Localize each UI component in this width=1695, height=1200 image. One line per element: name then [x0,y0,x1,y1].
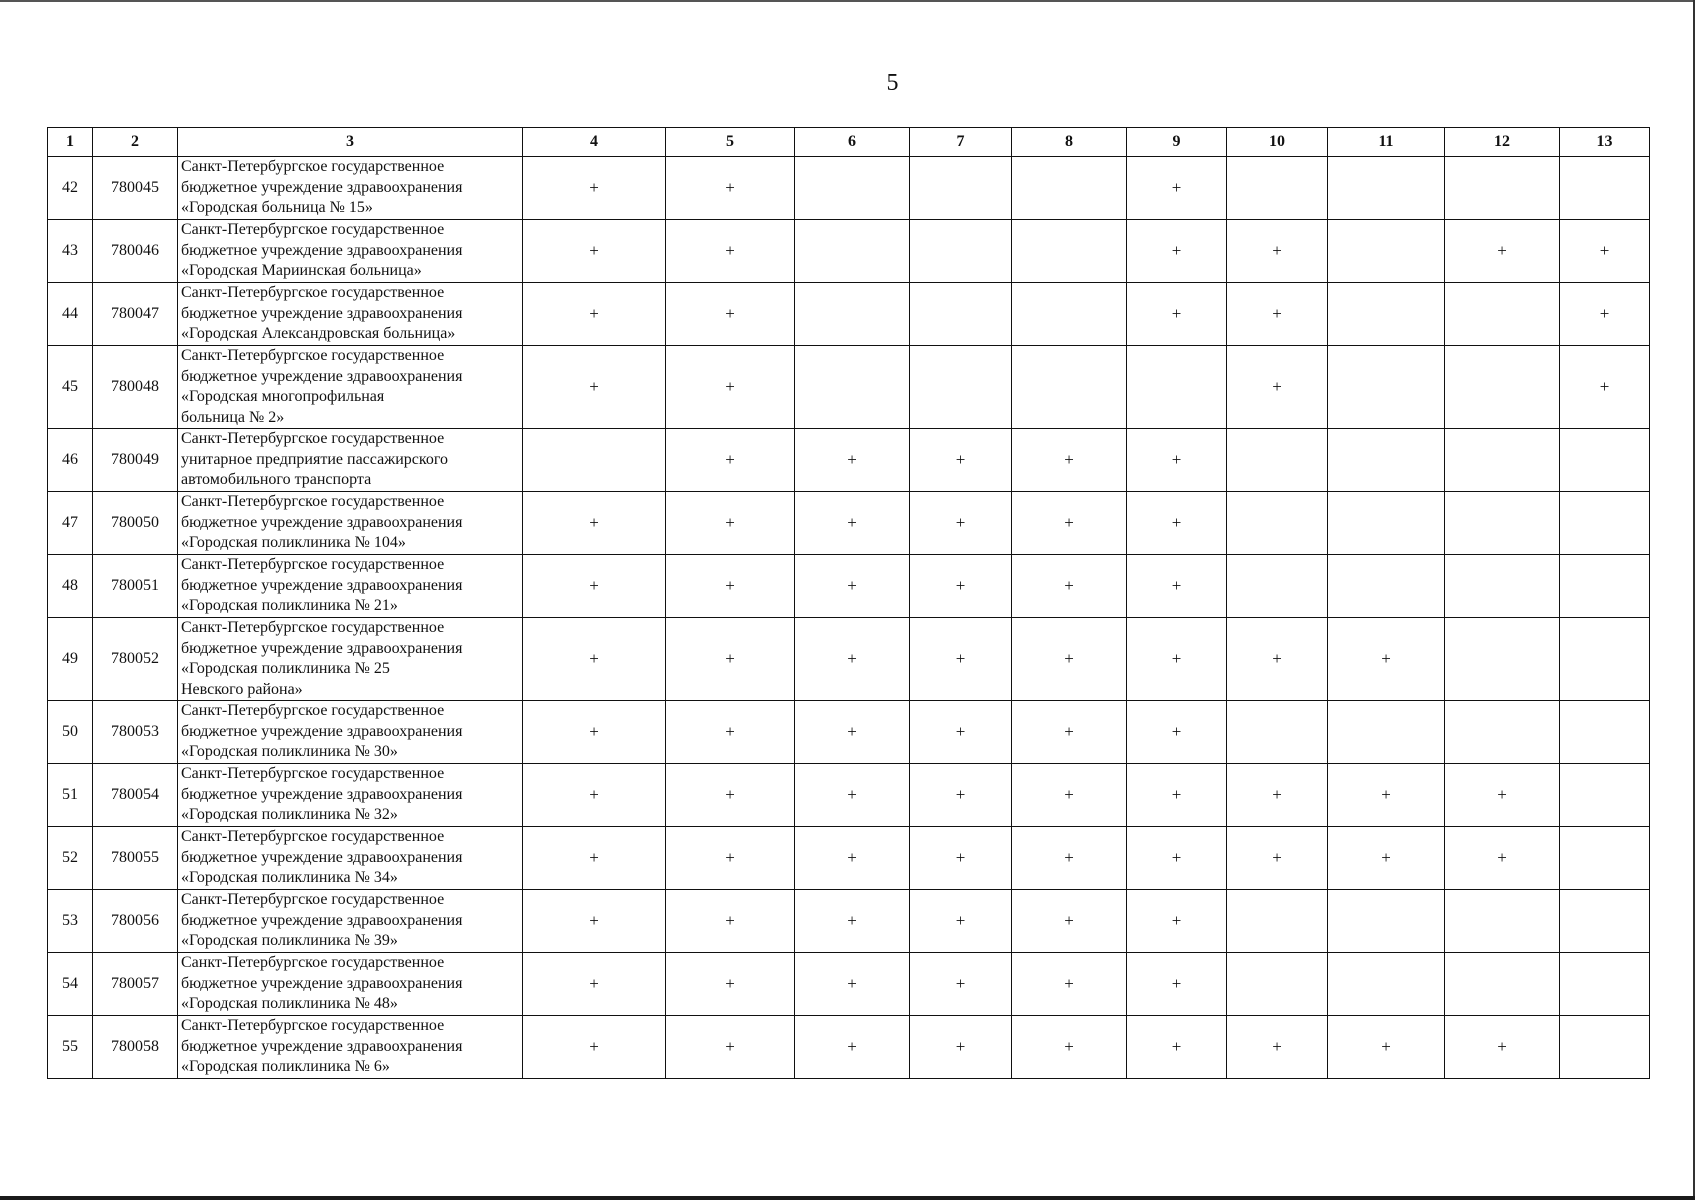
mark-cell-col-8 [1012,157,1127,220]
table-row [48,953,1650,1016]
column-header-2: 2 [93,128,178,157]
mark-cell-col-6: + [795,492,910,555]
organization-name-line: бюджетное учреждение здравоохранения [181,722,463,740]
organization-name-line: «Городская Мариинская больница» [181,262,422,280]
organization-name-line: «Городская поликлиника № 21» [181,597,398,615]
table-row [48,429,1650,492]
organization-name-line: бюджетное учреждение здравоохранения [181,1037,463,1055]
mark-cell-col-12: + [1445,764,1560,827]
organization-name-line: «Городская поликлиника № 104» [181,534,406,552]
mark-cell-col-8: + [1012,1016,1127,1079]
mark-cell-col-7: + [910,953,1012,1016]
mark-cell-col-12: + [1445,220,1560,283]
column-header-5: 5 [666,128,795,157]
mark-cell-col-7: + [910,1016,1012,1079]
mark-cell-col-5: + [666,764,795,827]
organization-name [178,953,523,1016]
mark-cell-col-8: + [1012,827,1127,890]
mark-cell-col-6: + [795,555,910,618]
mark-cell-col-8: + [1012,555,1127,618]
organization-name-line: бюджетное учреждение здравоохранения [181,513,463,531]
row-number: 48 [48,555,93,618]
mark-cell-col-13 [1560,890,1650,953]
mark-cell-col-5: + [666,157,795,220]
mark-cell-col-10 [1227,157,1328,220]
mark-cell-col-9: + [1127,890,1227,953]
table-row [48,618,1650,701]
organization-code: 780058 [93,1016,178,1079]
mark-cell-col-6: + [795,953,910,1016]
mark-cell-col-10 [1227,953,1328,1016]
organization-name-line: «Городская поликлиника № 48» [181,995,398,1013]
mark-cell-col-12 [1445,890,1560,953]
organization-name-line: Санкт-Петербургское государственное [181,1017,445,1035]
row-number: 42 [48,157,93,220]
mark-cell-col-8 [1012,220,1127,283]
organization-name-line: Санкт-Петербургское государственное [181,347,445,364]
organization-name-line: бюджетное учреждение здравоохранения [181,304,463,322]
organization-name-line: бюджетное учреждение здравоохранения [181,178,463,196]
organization-name-line: Санкт-Петербургское государственное [181,556,445,574]
mark-cell-col-5: + [666,429,795,492]
organization-name [178,429,523,492]
mark-cell-col-7 [910,346,1012,429]
mark-cell-col-11: + [1328,764,1445,827]
table-row [48,764,1650,827]
mark-cell-col-6: + [795,701,910,764]
organization-name [178,157,523,220]
mark-cell-col-10: + [1227,346,1328,429]
mark-cell-col-6: + [795,1016,910,1079]
organization-name [178,220,523,283]
column-header-12: 12 [1445,128,1560,157]
mark-cell-col-10: + [1227,618,1328,701]
row-number: 51 [48,764,93,827]
mark-cell-col-7 [910,157,1012,220]
mark-cell-col-4: + [523,764,666,827]
mark-cell-col-7 [910,220,1012,283]
mark-cell-col-6 [795,283,910,346]
organization-name-line: Санкт-Петербургское государственное [181,221,445,239]
organization-name-line: Санкт-Петербургское государственное [181,891,445,909]
organization-code: 780045 [93,157,178,220]
column-header-7: 7 [910,128,1012,157]
organization-name [178,827,523,890]
mark-cell-col-10: + [1227,283,1328,346]
organization-name-line: бюджетное учреждение здравоохранения [181,241,463,259]
mark-cell-col-9: + [1127,555,1227,618]
organization-name-line: унитарное предприятие пассажирского [181,450,449,468]
column-header-3: 3 [178,128,523,157]
mark-cell-col-8: + [1012,429,1127,492]
mark-cell-col-5: + [666,220,795,283]
mark-cell-col-9 [1127,346,1227,429]
mark-cell-col-8 [1012,346,1127,429]
mark-cell-col-13: + [1560,283,1650,346]
mark-cell-col-10: + [1227,1016,1328,1079]
organization-name [178,764,523,827]
organization-code: 780051 [93,555,178,618]
mark-cell-col-5: + [666,492,795,555]
mark-cell-col-11 [1328,157,1445,220]
table-body [48,157,1650,1079]
table-row [48,1016,1650,1079]
mark-cell-col-13 [1560,492,1650,555]
mark-cell-col-12: + [1445,827,1560,890]
mark-cell-col-7: + [910,764,1012,827]
mark-cell-col-5: + [666,890,795,953]
organization-name [178,1016,523,1079]
mark-cell-col-4: + [523,953,666,1016]
organization-name-line: Санкт-Петербургское государственное [181,493,445,511]
row-number: 43 [48,220,93,283]
mark-cell-col-6 [795,220,910,283]
mark-cell-col-13 [1560,1016,1650,1079]
page-border-bottom [0,1196,1695,1200]
organization-code: 780055 [93,827,178,890]
row-number: 46 [48,429,93,492]
organization-name-line: Санкт-Петербургское государственное [181,158,445,176]
mark-cell-col-4: + [523,827,666,890]
organization-name-line: «Городская поликлиника № 34» [181,869,398,887]
mark-cell-col-4: + [523,346,666,429]
mark-cell-col-11: + [1328,618,1445,701]
organization-name [178,701,523,764]
organization-name-line: бюджетное учреждение здравоохранения [181,974,463,992]
organization-name-line: «Городская поликлиника № 6» [181,1058,390,1076]
mark-cell-col-13 [1560,157,1650,220]
organization-code: 780056 [93,890,178,953]
mark-cell-col-5: + [666,346,795,429]
mark-cell-col-11 [1328,346,1445,429]
mark-cell-col-6: + [795,618,910,701]
table-row [48,283,1650,346]
mark-cell-col-13 [1560,764,1650,827]
organization-name-line: Санкт-Петербургское государственное [181,430,445,448]
mark-cell-col-4 [523,429,666,492]
mark-cell-col-9: + [1127,827,1227,890]
mark-cell-col-9: + [1127,157,1227,220]
organization-code: 780047 [93,283,178,346]
mark-cell-col-12 [1445,555,1560,618]
table-row [48,701,1650,764]
mark-cell-col-4: + [523,890,666,953]
mark-cell-col-10 [1227,555,1328,618]
mark-cell-col-6: + [795,764,910,827]
organization-name-line: Санкт-Петербургское государственное [181,828,445,846]
column-header-10: 10 [1227,128,1328,157]
table-row [48,346,1650,429]
column-header-1: 1 [48,128,93,157]
row-number: 50 [48,701,93,764]
mark-cell-col-12 [1445,701,1560,764]
column-header-4: 4 [523,128,666,157]
column-header-8: 8 [1012,128,1127,157]
column-header-6: 6 [795,128,910,157]
mark-cell-col-10 [1227,890,1328,953]
mark-cell-col-10 [1227,701,1328,764]
mark-cell-col-4: + [523,283,666,346]
mark-cell-col-12 [1445,429,1560,492]
mark-cell-col-10: + [1227,764,1328,827]
mark-cell-col-13 [1560,618,1650,701]
organization-name-line: больница № 2» [181,408,285,426]
mark-cell-col-11 [1328,953,1445,1016]
mark-cell-col-11 [1328,890,1445,953]
mark-cell-col-11 [1328,701,1445,764]
mark-cell-col-8 [1012,283,1127,346]
organization-name-line: «Городская поликлиника № 30» [181,743,398,761]
table-row [48,157,1650,220]
organization-name [178,283,523,346]
mark-cell-col-10: + [1227,220,1328,283]
mark-cell-col-6 [795,157,910,220]
mark-cell-col-12: + [1445,1016,1560,1079]
row-number: 47 [48,492,93,555]
mark-cell-col-8: + [1012,618,1127,701]
mark-cell-col-4: + [523,1016,666,1079]
organization-code: 780057 [93,953,178,1016]
organization-code: 780048 [93,346,178,429]
mark-cell-col-12 [1445,157,1560,220]
row-number: 45 [48,346,93,429]
organization-name-line: «Городская поликлиника № 25 [181,660,390,677]
mark-cell-col-9: + [1127,492,1227,555]
mark-cell-col-11 [1328,555,1445,618]
mark-cell-col-10: + [1227,827,1328,890]
column-header-11: 11 [1328,128,1445,157]
mark-cell-col-11: + [1328,1016,1445,1079]
organization-name-line: бюджетное учреждение здравоохранения [181,785,463,803]
organization-code: 780053 [93,701,178,764]
mark-cell-col-5: + [666,555,795,618]
organization-name-line: бюджетное учреждение здравоохранения [181,367,463,385]
table-header-row [48,128,1650,157]
mark-cell-col-12 [1445,283,1560,346]
mark-cell-col-6: + [795,827,910,890]
mark-cell-col-5: + [666,283,795,346]
mark-cell-col-6 [795,346,910,429]
mark-cell-col-12 [1445,346,1560,429]
mark-cell-col-13 [1560,953,1650,1016]
mark-cell-col-6: + [795,890,910,953]
mark-cell-col-12 [1445,618,1560,701]
organization-name-line: Санкт-Петербургское государственное [181,702,445,720]
mark-cell-col-4: + [523,701,666,764]
mark-cell-col-7: + [910,429,1012,492]
mark-cell-col-10 [1227,429,1328,492]
page-border-top [0,0,1695,2]
organization-name [178,492,523,555]
organization-code: 780054 [93,764,178,827]
mark-cell-col-13 [1560,429,1650,492]
mark-cell-col-9: + [1127,220,1227,283]
organization-name-line: Санкт-Петербургское государственное [181,619,445,636]
mark-cell-col-8: + [1012,764,1127,827]
mark-cell-col-7: + [910,555,1012,618]
mark-cell-col-11 [1328,283,1445,346]
organization-name-line: Санкт-Петербургское государственное [181,765,445,783]
mark-cell-col-13: + [1560,220,1650,283]
mark-cell-col-11 [1328,220,1445,283]
mark-cell-col-6: + [795,429,910,492]
organization-name-line: бюджетное учреждение здравоохранения [181,576,463,594]
mark-cell-col-13: + [1560,346,1650,429]
mark-cell-col-5: + [666,827,795,890]
organization-name-line: «Городская многопрофильная [181,388,385,405]
mark-cell-col-4: + [523,492,666,555]
mark-cell-col-5: + [666,701,795,764]
organization-code: 780052 [93,618,178,701]
mark-cell-col-13 [1560,827,1650,890]
row-number: 49 [48,618,93,701]
mark-cell-col-5: + [666,953,795,1016]
organization-name-line: «Городская Александровская больница» [181,325,456,343]
row-number: 53 [48,890,93,953]
column-header-13: 13 [1560,128,1650,157]
mark-cell-col-9: + [1127,701,1227,764]
mark-cell-col-4: + [523,618,666,701]
organization-name [178,890,523,953]
mark-cell-col-13 [1560,701,1650,764]
organization-name-line: «Городская больница № 15» [181,199,373,217]
mark-cell-col-9: + [1127,283,1227,346]
mark-cell-col-4: + [523,555,666,618]
mark-cell-col-12 [1445,953,1560,1016]
table-row [48,890,1650,953]
organization-name [178,555,523,618]
mark-cell-col-11: + [1328,827,1445,890]
organization-name-line: бюджетное учреждение здравоохранения [181,848,463,866]
organization-code: 780046 [93,220,178,283]
row-number: 44 [48,283,93,346]
mark-cell-col-13 [1560,555,1650,618]
mark-cell-col-7: + [910,827,1012,890]
table-row [48,220,1650,283]
table-row [48,492,1650,555]
organization-name-line: «Городская поликлиника № 32» [181,806,398,824]
organization-name-line: бюджетное учреждение здравоохранения [181,639,463,657]
row-number: 55 [48,1016,93,1079]
organization-code: 780049 [93,429,178,492]
mark-cell-col-8: + [1012,701,1127,764]
mark-cell-col-11 [1328,492,1445,555]
column-header-9: 9 [1127,128,1227,157]
mark-cell-col-9: + [1127,1016,1227,1079]
organization-name-line: автомобильного транспорта [181,471,372,489]
mark-cell-col-8: + [1012,492,1127,555]
mark-cell-col-5: + [666,618,795,701]
mark-cell-col-11 [1328,429,1445,492]
organization-name [178,346,523,429]
mark-cell-col-8: + [1012,953,1127,1016]
registry-table [47,127,1650,1079]
table-row [48,555,1650,618]
mark-cell-col-7: + [910,492,1012,555]
organization-name-line: «Городская поликлиника № 39» [181,932,398,950]
table-row [48,827,1650,890]
organization-name-line: Невского района» [181,680,303,698]
organization-name-line: Санкт-Петербургское государственное [181,284,445,302]
mark-cell-col-12 [1445,492,1560,555]
mark-cell-col-4: + [523,220,666,283]
mark-cell-col-8: + [1012,890,1127,953]
mark-cell-col-5: + [666,1016,795,1079]
page-number: 5 [886,70,899,96]
row-number: 54 [48,953,93,1016]
organization-name-line: бюджетное учреждение здравоохранения [181,911,463,929]
mark-cell-col-9: + [1127,618,1227,701]
organization-name-line: Санкт-Петербургское государственное [181,954,445,972]
mark-cell-col-10 [1227,492,1328,555]
mark-cell-col-9: + [1127,953,1227,1016]
row-number: 52 [48,827,93,890]
mark-cell-col-7: + [910,618,1012,701]
mark-cell-col-7 [910,283,1012,346]
mark-cell-col-7: + [910,701,1012,764]
organization-code: 780050 [93,492,178,555]
mark-cell-col-4: + [523,157,666,220]
mark-cell-col-7: + [910,890,1012,953]
mark-cell-col-9: + [1127,429,1227,492]
organization-name [178,618,523,701]
mark-cell-col-9: + [1127,764,1227,827]
